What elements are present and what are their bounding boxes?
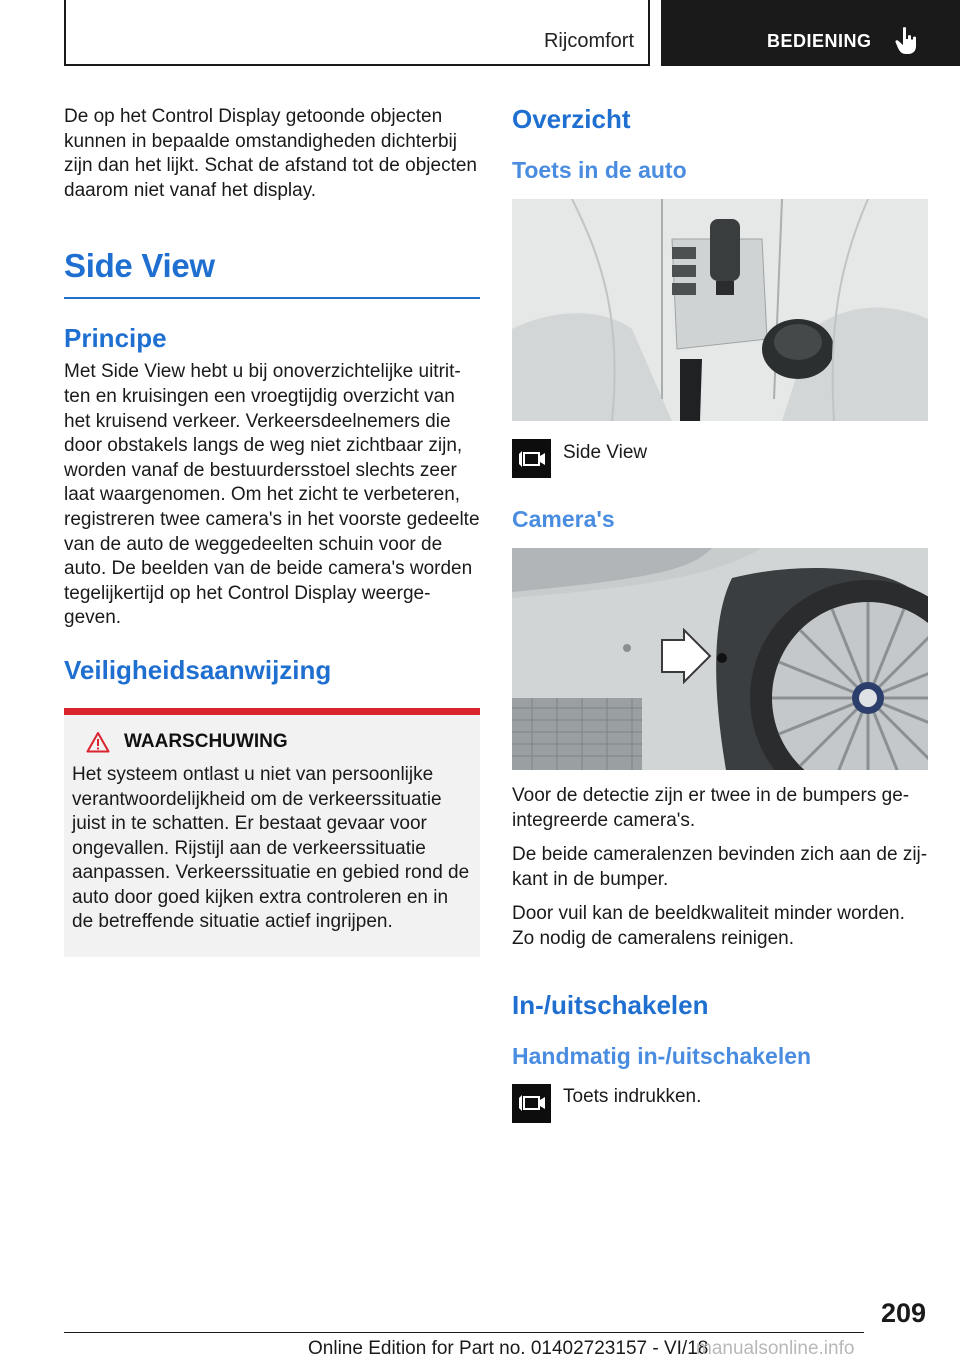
side-view-title: Side View [64, 247, 215, 285]
left-column [64, 100, 480, 957]
page-number: 209 [880, 1298, 926, 1328]
button-heading: Toets in de auto [512, 157, 687, 183]
section-title: Rijcomfort [543, 30, 634, 52]
right-column [512, 100, 928, 1123]
manual-heading: Handmatig in-/uitschakelen [512, 1042, 812, 1069]
manual-step-row [512, 1084, 928, 1123]
safety-heading: Veiligheidsaanwijzing [64, 654, 332, 685]
warning-box [64, 708, 480, 957]
manual-step-text: Toets indrukken. [563, 1085, 702, 1107]
cameras-paragraph-2: De beide cameralenzen bevinden zich aan de zijkant in de bumper. [512, 844, 928, 890]
center-console-photo [512, 199, 928, 421]
cameras-paragraph-3: Door vuil kan de beeldkwaliteit minder worden. Zo nodig de cameralens reinigen. [512, 903, 905, 949]
side-view-camera-icon [517, 1094, 547, 1112]
warning-title [86, 731, 470, 753]
footer-watermark: manualsonline.info [696, 1338, 855, 1359]
cameras-heading: Camera's [512, 506, 615, 532]
principle-paragraph: Met Side View hebt u bij onoverzichtelijke uitritten en kruisingen een vroegtijdig overzicht van het kruisend verkeer. Verkeersdeelnemers die door obstakels langs de weg niet zichtbaar zijn, worden vanaf de bestuurdersstoel slechts zeer laat waargenomen. Om het zicht te verbeteren, registreren twee camera's in het voorste gedeelte van de auto de weggedeelten schuin voor de auto. De beelden van de beide camera's worden tegelijkertijd op het Control Display weergegeven. [64, 361, 480, 629]
warning-label: WAARSCHUWING [124, 730, 288, 752]
footer-edition: Online Edition for Part no. 01402723157 - VI/18 [308, 1338, 709, 1359]
intro-paragraph: De op het Control Display getoonde objecten kunnen in bepaalde omstandigheden dichterbij zijn dan het lijkt. Schat de afstand tot de objecten daarom niet vanaf het display. [64, 106, 477, 201]
footer-rule [64, 1332, 864, 1333]
chapter-title: BEDIENING [767, 31, 872, 51]
side-view-button[interactable] [512, 439, 551, 478]
warning-paragraph: Het systeem ontlast u niet van persoonlijke verantwoordelijkheid om de verkeerssituatie juist in te schatten. Er bestaat gevaar voor ongevallen. Rijstijl aan de verkeerssituatie aanpassen. Verkeerssituatie en gebied rond de auto door goed kijken extra controleren en in de betreffende situatie actief ingrijpen. [72, 763, 470, 933]
side-view-button-small[interactable] [512, 1084, 551, 1123]
principle-heading: Principe [64, 323, 167, 354]
warning-triangle-icon [86, 731, 110, 753]
title-rule [64, 297, 480, 299]
side-view-button-label: Side View [563, 442, 648, 463]
hand-pointer-icon [894, 26, 920, 56]
side-view-camera-icon [517, 450, 547, 468]
header-section-box [64, 0, 650, 66]
bumper-camera-photo [512, 548, 928, 770]
header-chapter-box [661, 0, 960, 66]
onoff-heading: In-/uitschakelen [512, 989, 709, 1020]
overview-heading: Overzicht [512, 104, 631, 134]
side-view-button-row [512, 439, 928, 478]
cameras-paragraph-1: Voor de detectie zijn er twee in de bumpers geintegreerde camera's. [512, 785, 910, 831]
